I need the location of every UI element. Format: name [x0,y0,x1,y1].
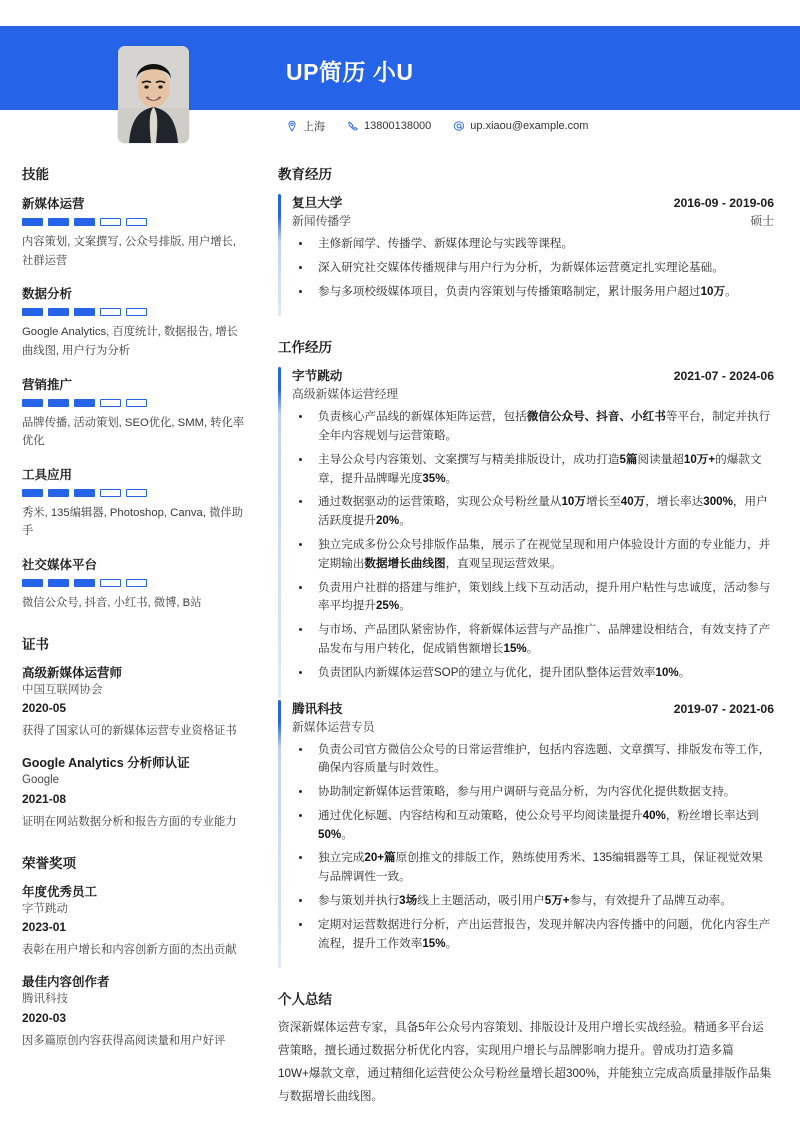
skill-level-segment [126,218,147,226]
contact-phone-text: 13800138000 [364,120,432,132]
bullet-text: ，直观呈现运营效果。 [445,556,562,570]
avatar [118,46,189,143]
bullet-highlight: 15% [422,936,446,950]
bullet-text: 与市场、产品团队紧密协作，将新媒体运营与产品推广、品牌建设相结合，有效支持了产品发布与用户转化，促成销售额增长 [318,623,771,655]
bullet-highlight: 5篇 [619,452,638,466]
bullet-text: 。 [399,599,411,613]
bullet-highlight: 3场 [399,893,418,907]
bullet-text: 等平台，制定并执行全年内容规划与运营策略。 [318,410,771,443]
work-entry [278,365,774,697]
work-section [278,336,774,968]
skill-level-segment [22,218,43,226]
bullet-text: 参与，有效提升了品牌互动率。 [569,893,732,907]
bullet-list [292,408,774,682]
bullet-item [312,807,774,845]
resume-body [0,163,800,1111]
work-role: 高级新媒体运营经理 [292,387,399,402]
skill-level-segment [100,399,121,407]
bullet-text: 原创推文的排版工作，熟练使用秀米、135编辑器等工具，保证视觉效果与品牌调性一致。 [318,851,763,884]
bullet-text: 。 [526,641,539,655]
bullet-text: 增长至 [585,495,621,509]
education-section [278,163,774,316]
skill-level-bars [22,579,246,587]
bullet-text: 。 [678,665,691,679]
skill-description: Google Analytics, 百度统计, 数据报告, 增长曲线图, 用户行为分析 [22,326,238,357]
skill-description: 品牌传播, 活动策划, SEO优化, SMM, 转化率优化 [22,416,245,448]
education-school: 复旦大学 [292,196,343,210]
work-date: 2019-07 - 2021-06 [673,701,774,716]
certificate-item-description: 获得了国家认可的新媒体运营专业资格证书 [22,725,237,737]
skill-description: 内容策划, 文案撰写, 公众号排版, 用户增长, 社群运营 [22,236,237,267]
entry-subheader [292,385,774,402]
entry-header [292,365,774,384]
bullet-text: 负责用户社群的搭建与维护，策划线上线下互动活动，提升用户粘性与忠诚度，活动参与率平均提升 [318,580,771,613]
bullet-highlight: 25% [375,599,400,613]
skill-description: 秀米, 135编辑器, Photoshop, Canva, 微伴助手 [22,506,244,538]
contact-email-text: up.xiaou@example.com [470,120,589,132]
skill-level-segment [74,489,95,497]
bullet-text: 负责团队内新媒体运营SOP的建立与优化，提升团队整体运营效率 [318,665,656,679]
bullet-highlight: 15% [503,641,527,655]
skill-level-segment [74,399,95,407]
skill-item [22,375,246,451]
bullet-item [312,621,774,659]
bullet-text: 的爆款文章，提升品牌曝光度 [318,452,762,485]
bullet-item [312,408,774,446]
award-item [22,883,246,961]
education-section-title: 教育经历 [278,167,332,182]
skill-level-bars [22,489,246,497]
bullet-text: ，用户活跃度提升 [318,495,768,528]
skill-level-segment [100,489,121,497]
education-date: 2016-09 - 2019-06 [673,196,774,210]
certificate-item-title: Google Analytics 分析师认证 [22,756,190,771]
work-company: 腾讯科技 [292,701,343,716]
bullet-text: ，粉丝增长率达到 [665,808,759,822]
bullet-highlight: 20+篇 [364,851,396,865]
skill-level-bars [22,399,246,407]
bullet-item [312,741,774,779]
skill-level-bars [22,218,246,226]
bullet-item [312,283,774,302]
skill-level-segment [100,218,121,226]
work-section-title: 工作经历 [278,340,332,356]
skill-level-segment [22,308,43,316]
certificate-item-title: 高级新媒体运营师 [22,665,123,680]
work-entry [278,698,774,969]
skills-section-title: 技能 [22,167,49,182]
bullet-text: 深入研究社交媒体传播规律与用户行为分析，为新媒体运营奠定扎实理论基础。 [318,260,724,274]
education-degree: 硕士 [750,214,774,228]
award-item-date: 2020-03 [22,1010,67,1025]
work-company: 字节跳动 [292,369,343,384]
email-at-icon [453,120,465,132]
skill-level-segment [48,218,69,226]
skill-item [22,465,246,541]
awards-section-title: 荣誉奖项 [22,855,76,871]
contact-phone [347,120,431,132]
bullet-item [312,493,774,531]
bullet-highlight: 数据增长曲线图 [364,556,446,570]
bullet-item [312,451,774,489]
bullet-item [312,892,774,911]
skill-level-segment [100,579,121,587]
summary-section-title: 个人总结 [278,992,332,1008]
bullet-text: 主导公众号内容策划、文案撰写与精美排版设计，成功打造 [318,452,620,466]
entry-header [292,698,774,717]
contact-email [453,120,588,132]
bullet-item [312,259,774,278]
certificates-section [22,633,246,832]
bullet-text: 定期对运营数据进行分析，产出运营报告，发现并解决内容传播中的问题，优化内容生产流程，提升工作效率 [318,917,771,950]
bullet-text: 。 [399,514,411,528]
awards-section [22,852,246,1051]
contact-location [286,118,325,134]
certificate-item-description: 证明在网站数据分析和报告方面的专业能力 [22,815,237,828]
bullet-text: 协助制定新媒体运营策略，参与用户调研与竞品分析，为内容优化提供数据支持。 [318,785,736,799]
bullet-text: 负责核心产品线的新媒体矩阵运营，包括 [318,410,527,424]
bullet-item [312,579,774,617]
entry-rail [278,367,281,697]
bullet-item [312,783,774,802]
bullet-text: 。 [445,471,458,485]
bullet-highlight: 40% [642,808,666,822]
bullet-text: 参与策划并执行 [318,893,400,907]
certificate-item [22,754,246,832]
bullet-text: 。 [445,936,458,950]
skill-item [22,194,246,270]
skill-name: 营销推广 [22,377,73,392]
award-item-description: 因多篇原创内容获得高阅读量和用户好评 [22,1034,226,1047]
bullet-item [312,664,774,683]
bullet-highlight: 10万 [561,495,586,509]
skill-level-segment [48,308,69,316]
bullet-text: 线上主题活动，吸引用户 [417,893,545,907]
bullet-item [312,536,774,574]
bullet-text: 通过数据驱动的运营策略，实现公众号粉丝量从 [318,495,562,509]
bullet-item [312,235,774,254]
skill-name: 工具应用 [22,467,73,482]
certificate-item [22,664,246,742]
phone-icon [347,120,359,132]
bullet-highlight: 20% [375,514,400,528]
education-entry [278,192,774,316]
entry-rail [278,700,281,969]
bullet-text: 参与多项校级媒体项目，负责内容策划与传播策略制定，累计服务用户超过 [318,284,701,298]
bullet-text: ，增长率达 [645,495,704,509]
skill-item [22,284,246,360]
bullet-highlight: 10万 [700,284,726,298]
bullet-text: 独立完成 [318,851,365,865]
certificate-item-org: 中国互联网协会 [22,683,103,696]
skill-name: 数据分析 [22,287,73,302]
skill-level-segment [74,218,95,226]
award-item-org: 字节跳动 [22,902,68,915]
bullet-highlight: 40万 [620,495,646,509]
skill-level-segment [74,308,95,316]
award-item-date: 2023-01 [22,920,67,935]
bullet-text: 。 [725,284,737,298]
bullet-text: 负责公司官方微信公众号的日常运营维护，包括内容选题、文章撰写、排版发布等工作，确保内容质量与时效性。 [318,742,771,775]
entry-rail [278,194,281,316]
skill-item [22,555,246,613]
skill-level-segment [126,308,147,316]
certificate-item-org: Google [22,774,60,787]
entry-subheader [292,212,774,229]
bullet-highlight: 10万+ [683,452,716,466]
skill-level-segment [48,579,69,587]
summary-text: 资深新媒体运营专家，具备5年公众号内容策划、排版设计及用户增长实战经验。精通多平台运营策略，擅长通过数据分析优化内容，实现用户增长与品牌影响力提升。曾成功打造多篇10W+爆款文章，通过精细化运营使公众号粉丝量增长超300%，并能独立完成高质量排版作品集与数据增长曲线图。 [278,1021,772,1103]
bullet-highlight: 300% [703,495,733,509]
skill-level-segment [22,579,43,587]
skill-level-bars [22,308,246,316]
award-item-title: 最佳内容创作者 [22,975,110,990]
skill-level-segment [22,399,43,407]
page-title: UP简历 小U [286,59,414,85]
bullet-highlight: 微信公众号、抖音、小红书 [526,410,666,424]
entry-header [292,192,774,211]
skill-name: 社交媒体平台 [22,558,98,572]
award-item-org: 腾讯科技 [22,993,68,1006]
bullet-text: 通过优化标题、内容结构和互动策略，使公众号平均阅读量提升 [318,808,643,822]
award-item-title: 年度优秀员工 [22,884,98,899]
bullet-text: 。 [341,827,353,841]
summary-section [278,988,774,1108]
location-pin-icon [286,120,298,132]
skill-description: 微信公众号, 抖音, 小红书, 微博, B站 [22,597,202,609]
award-item [22,973,246,1051]
skill-level-segment [126,489,147,497]
education-major: 新闻传播学 [292,214,351,228]
bullet-text: 阅读量超 [637,452,684,466]
contact-location-text: 上海 [303,121,325,133]
skill-level-segment [48,489,69,497]
bullet-list [292,235,774,301]
skill-level-segment [100,308,121,316]
bullet-item [312,849,774,887]
work-role: 新媒体运营专员 [292,719,375,734]
certificate-item-date: 2021-08 [22,791,67,806]
bullet-list [292,741,774,954]
skill-level-segment [22,489,43,497]
bullet-highlight: 5万+ [544,893,570,907]
skills-section [22,163,246,613]
entry-subheader [292,718,774,735]
bullet-text: 主修新闻学、传播学、新媒体理论与实践等课程。 [318,237,574,250]
bullet-item [312,916,774,954]
certificate-item-date: 2020-05 [22,701,67,715]
skill-level-segment [74,579,95,587]
skill-level-segment [48,399,69,407]
main-column [268,163,800,1111]
contact-row [286,118,588,134]
award-item-description: 表彰在用户增长和内容创新方面的杰出贡献 [22,944,237,957]
sidebar [0,163,268,1111]
bullet-highlight: 35% [422,471,446,485]
work-date: 2021-07 - 2024-06 [673,369,774,384]
bullet-text: 独立完成多份公众号排版作品集，展示了在视觉呈现和用户体验设计方面的专业能力，并定期输出 [318,538,771,570]
bullet-highlight: 10% [655,665,679,679]
skill-name: 新媒体运营 [22,197,85,211]
bullet-highlight: 50% [318,827,342,841]
certificates-section-title: 证书 [22,636,49,652]
skill-level-segment [126,579,147,587]
skill-level-segment [126,399,147,407]
